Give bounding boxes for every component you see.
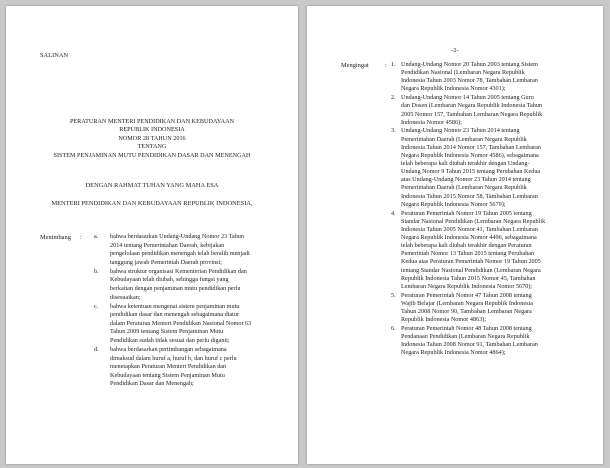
clause-text-line: berkaitan dengan penjaminan mutu pendidikan perlu [110, 285, 241, 292]
mengingat-colon: : [385, 62, 387, 69]
clause-text-line: Negara Republik Indonesia Nomor 4586), sebagaimana [401, 151, 539, 159]
clause-text-line: Indonesia Tahun 2008 Nomor 91, Tambahan Lembaran [401, 341, 538, 349]
mengingat-label: Mengingat [341, 62, 369, 69]
clause-text-line: Pendidikan Dasar dan Menengah; [110, 380, 194, 388]
title-line: NOMOR 28 TAHUN 2016 [118, 134, 186, 142]
clause-marker: b. [94, 267, 99, 275]
clause-text-line: telah beberapa kali diubah terakhir dengan Undang- [401, 160, 530, 167]
clause-text-line: Undang-Undang Nomor 14 Tahun 2005 tentang Guru [401, 94, 534, 102]
clause-text-line: dalam Peraturan Menteri Pendidikan Nasional Nomor 63 [110, 319, 252, 327]
clause-text-line: Peraturan Pemerintah Nomor 48 Tahun 2008 tentang [401, 324, 532, 332]
clause-text-line: Republik Indonesia Tahun 2015 Nomor 45, Tambahan [401, 274, 536, 282]
page-number: -2- [451, 47, 459, 54]
clause-text-line: Indonesia Tahun 2005 Nomor 41, Tambahan Lembaran [401, 225, 538, 233]
document-page-2 [307, 6, 603, 464]
clause-text-line: dimaksud dalam huruf a, huruf b, dan huruf c perlu [110, 354, 237, 362]
clause-text-line: bahwa berdasarkan pertimbangan sebagaimana [110, 346, 227, 353]
clause-text-line: Pemerintahan Daerah (Lembaran Negara Republik [401, 184, 527, 192]
clause-text-line: telah beberapa kali diubah terakhir dengan Peraturan [401, 242, 532, 250]
clause-text-line: Standar Nasional Pendidikan (Lembaran Negara Republik [401, 217, 546, 225]
clause-text-line: Undang Nomor 9 Tahun 2015 tentang Perubahan Kedua [401, 168, 541, 176]
clause-text-line: Negara Republik Indonesia Nomor 4301); [401, 85, 506, 93]
clause-marker: 2. [391, 94, 396, 102]
clause-text-line: 2014 tentang Pemerintahan Daerah, kebijakan [110, 241, 225, 249]
clause-text-line: tentang Standar Nasional Pendidikan (Lembaran Negara [401, 266, 541, 274]
regulation-title [6, 118, 298, 160]
rahmat-line: DENGAN RAHMAT TUHAN YANG MAHA ESA [85, 182, 219, 189]
clause-text-line: Indonesia Tahun 2003 Nomor 78, Tambahan Lembaran [401, 77, 538, 85]
clause-marker: c. [94, 302, 99, 310]
clause-text-line: Negara Republik Indonesia Nomor 4496, sebagaimana [401, 233, 537, 241]
clause-text-line: disesuaikan; [110, 293, 141, 301]
clause-marker: 3. [391, 127, 396, 135]
title-line: SISTEM PENJAMINAN MUTU PENDIDIKAN DASAR DAN MENENGAH [53, 151, 251, 159]
clause-text-line: Peraturan Pemerintah Nomor 47 Tahun 2008 tentang [401, 291, 532, 299]
clause-text-line: pengelolaan pendidikan menengah telah beralih menjadi [110, 250, 250, 258]
clause-text-line: Indonesia Nomor 4586); [401, 118, 462, 126]
clause-text-line: bahwa struktur organisasi Kementerian Pendidikan dan [110, 267, 247, 275]
clause-text-line: Indonesia Tahun 2014 Nomor 157, Tambahan Lembaran [401, 143, 541, 151]
clause-marker: 4. [391, 209, 396, 217]
clause-text-line: Negara Republik Indonesia Nomor 5679); [401, 200, 506, 208]
clause-text-line: Wajib Belajar (Lembaran Negara Republik Indonesia [401, 299, 533, 307]
clause-text-line: tanggung jawab Pemerintah Daerah provinsi; [110, 258, 223, 266]
salinan-label: SALINAN [40, 52, 69, 59]
clause-marker: 5. [391, 291, 396, 299]
clause-text-line: bahwa berdasarkan Undang-Undang Nomor 23 Tahun [110, 233, 244, 240]
clause-text-line: Indonesia Tahun 2015 Nomor 58, Tambahan Lembaran [401, 192, 538, 200]
clause-text-line: Undang-Undang Nomor 23 Tahun 2014 tentang [401, 127, 520, 135]
clause-text-line: Lembaran Negara Republik Indonesia Nomor 5670); [401, 282, 533, 290]
clause-text-line: Pendidikan Nasional (Lembaran Negara Republik [401, 69, 525, 77]
clause-text-line: Pemerintah Nomor 13 Tahun 2015 tentang Perubahan [401, 250, 535, 258]
clause-text-line: Republik Indonesia Nomor 4863); [401, 316, 487, 324]
clause-text-line: Negara Republik Indonesia Nomor 4864); [401, 349, 506, 357]
menteri-line: MENTERI PENDIDIKAN DAN KEBUDAYAAN REPUBLIK INDONESIA, [51, 200, 253, 207]
document-page-1 [6, 6, 298, 464]
clause-text-line: menetapkan Peraturan Menteri Pendidikan dan [110, 363, 227, 371]
title-line: PERATURAN MENTERI PENDIDIKAN DAN KEBUDAYAAN [69, 118, 235, 125]
clause-text-line: Pemerintahan Daerah (Lembaran Negara Republik [401, 135, 527, 143]
clause-text-line: Tahun 2009 tentang Sistem Penjaminan Mutu [110, 328, 224, 336]
clause-marker: a. [94, 233, 99, 240]
menimbang-colon: : [80, 234, 82, 241]
clause-text-line: Pendanaan Pendidikan (Lembaran Negara Republik [401, 332, 530, 340]
clause-text-line: Pendidikan sudah tidak sesuai dan perlu diganti; [110, 337, 230, 344]
clause-text-line: Kedua atas Peraturan Pemerintah Nomor 19 Tahun 2005 [401, 258, 541, 266]
clause-text-line: pendidikan dasar dan menengah sebagaimana diatur [110, 311, 240, 319]
title-line: REPUBLIK INDONESIA [119, 126, 185, 134]
clause-text-line: Peraturan Pemerintah Nomor 19 Tahun 2005 tentang [401, 209, 532, 217]
clause-marker: d. [94, 346, 99, 353]
clause-text-line: atas Undang-Undang Nomor 23 Tahun 2014 tentang [401, 176, 531, 184]
clause-text-line: Tahun 2008 Nomor 90, Tambahan Lembaran Negara [401, 307, 532, 315]
clause-text-line: bahwa ketentuan mengenai sistem penjaminan mutu [110, 302, 240, 310]
clause-text-line: dan Dosen (Lembaran Negara Republik Indonesia Tahun [401, 102, 543, 110]
clause-text-line: Kebudayaan telah diubah, sehingga fungsi yang [110, 276, 229, 284]
title-line: TENTANG [137, 143, 167, 151]
menimbang-label: Menimbang [40, 234, 71, 241]
clause-text-line: Undang-Undang Nomor 20 Tahun 2003 tentang Sistem [401, 61, 538, 68]
clause-marker: 1. [391, 61, 396, 68]
clause-marker: 6. [391, 324, 396, 332]
clause-text-line: Kebudayaan tentang Sistem Penjaminan Mutu [110, 371, 225, 379]
clause-text-line: 2005 Nomor 157, Tambahan Lembaran Negara Republik [401, 110, 543, 118]
